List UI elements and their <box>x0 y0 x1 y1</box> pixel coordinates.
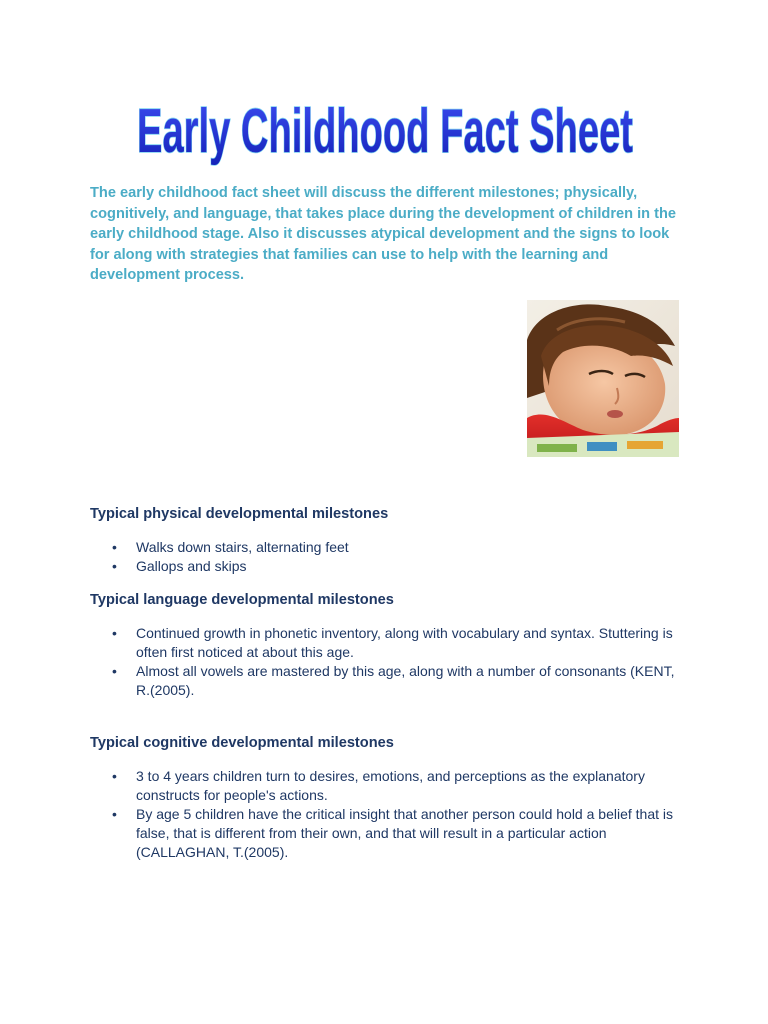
title-wordart-graphic <box>110 88 660 170</box>
language-milestones-list <box>90 624 680 700</box>
physical-milestones-list <box>90 538 680 576</box>
child-reading-illustration <box>527 300 679 457</box>
list-item: • By age 5 children have the critical insight that another person could hold a belief that is false, that is different from their own, and that will result in a particular action (CALLAGHAN, T.(2005). <box>90 805 680 862</box>
physical-milestones-heading: Typical physical developmental milestones <box>90 506 389 522</box>
list-item: • Almost all vowels are mastered by this age, along with a number of consonants (KENT, R.(2005). <box>90 662 680 700</box>
list-item: • Gallops and skips <box>90 557 680 576</box>
child-reading-photo <box>527 300 679 457</box>
page-title: Early Childhood Fact Sheet <box>137 97 633 166</box>
title-wordart <box>110 88 660 170</box>
list-item: • Walks down stairs, alternating feet <box>90 538 680 557</box>
list-item: • 3 to 4 years children turn to desires, emotions, and perceptions as the explanatory constructs for people's actions. <box>90 767 680 805</box>
list-item: • Continued growth in phonetic inventory, along with vocabulary and syntax. Stuttering is often first noticed at about this age. <box>90 624 680 662</box>
cognitive-milestones-list <box>90 767 680 862</box>
cognitive-milestones-heading: Typical cognitive developmental milestones <box>90 735 394 751</box>
language-milestones-heading: Typical language developmental milestones <box>90 592 394 608</box>
intro-paragraph: The early childhood fact sheet will discuss the different milestones; physically, cognitively, and language, that takes place during the development of children in the early childhood stage. Also it discusses atypical development and the signs to look for along with strategies that families can use to help with the learning and development process. <box>90 185 677 284</box>
